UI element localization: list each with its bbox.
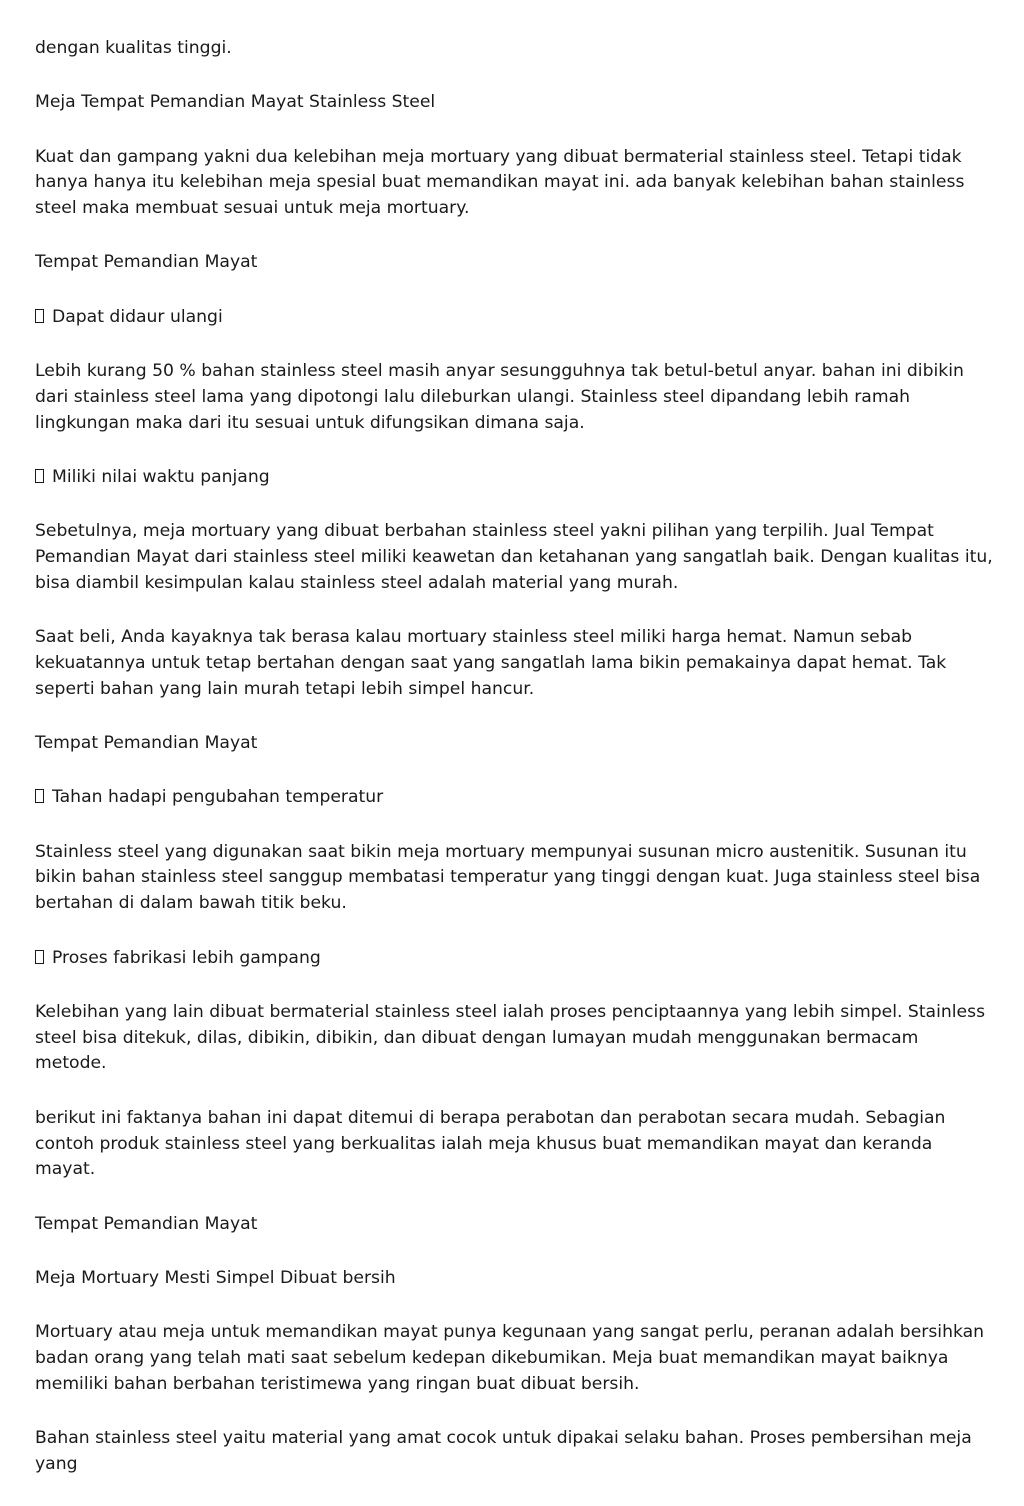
bullet-item <box>35 946 995 972</box>
bullet-item-label: Tahan hadapi pengubahan temperatur <box>52 787 384 808</box>
paragraph: Stainless steel yang digunakan saat bikin meja mortuary mempunyai susunan micro austenitik. Susunan itu bikin bahan stainless steel sanggup membatasi temperatur yang tinggi dengan kuat. Juga stainless steel bisa bertahan di dalam bawah titik beku. <box>35 841 981 914</box>
paragraph: Kuat dan gampang yakni dua kelebihan meja mortuary yang dibuat bermaterial stainless steel. Tetapi tidak hanya hanya itu kelebihan meja spesial buat memandikan mayat ini. ada banyak kelebihan bahan stainless steel maka membuat sesuai untuk meja mortuary. <box>35 146 965 219</box>
missing-glyph-box-icon <box>35 789 44 803</box>
paragraph: Lebih kurang 50 % bahan stainless steel masih anyar sesungguhnya tak betul-betul anyar. bahan ini dibikin dari stainless steel lama yang dipotongi lalu dileburkan ulangi. Stainless steel dipandang lebih ramah lingkungan maka dari itu sesuai untuk difungsikan dimana saja. <box>35 361 964 433</box>
bullet-item <box>35 465 995 491</box>
paragraph: Kelebihan yang lain dibuat bermaterial stainless steel ialah proses penciptaannya yang lebih simpel. Stainless steel bisa ditekuk, dilas, dibikin, dibikin, dan dibuat dengan lumayan mudah menggunakan bermacam metode. <box>35 1001 986 1074</box>
section-heading: Meja Tempat Pemandian Mayat Stainless Steel <box>35 92 436 113</box>
section-heading: Tempat Pemandian Mayat <box>35 733 258 754</box>
missing-glyph-box-icon <box>35 950 44 964</box>
paragraph: Bahan stainless steel yaitu material yang amat cocok untuk dipakai selaku bahan. Proses pembersihan meja yang <box>35 1428 972 1474</box>
missing-glyph-box-icon <box>35 469 44 483</box>
section-heading: Tempat Pemandian Mayat <box>35 252 258 273</box>
paragraph: Saat beli, Anda kayaknya tak berasa kalau mortuary stainless steel miliki harga hemat. Namun sebab kekuatannya untuk tetap bertahan dengan saat yang sangatlah lama bikin pemakainya dapat hemat. Tak seperti bahan yang lain murah tetapi lebih simpel hancur. <box>35 627 947 699</box>
paragraph: Sebetulnya, meja mortuary yang dibuat berbahan stainless steel yakni pilihan yang terpilih. Jual Tempat Pemandian Mayat dari stainless steel miliki keawetan dan ketahanan yang sangatlah baik. Dengan kualitas itu, bisa diambil kesimpulan kalau stainless steel adalah material yang murah. <box>35 521 993 593</box>
section-heading: Tempat Pemandian Mayat <box>35 1213 258 1234</box>
paragraph: Mortuary atau meja untuk memandikan mayat punya kegunaan yang sangat perlu, peranan adalah bersihkan badan orang yang telah mati saat sebelum kedepan dikebumikan. Meja buat memandikan mayat baiknya memiliki bahan berbahan teristimewa yang ringan buat dibuat bersih. <box>35 1322 985 1394</box>
bullet-item-label: Proses fabrikasi lebih gampang <box>52 947 321 968</box>
missing-glyph-box-icon <box>35 309 44 323</box>
bullet-item-label: Dapat didaur ulangi <box>52 306 223 327</box>
section-heading: Meja Mortuary Mesti Simpel Dibuat bersih <box>35 1267 396 1288</box>
document-page <box>35 36 995 1506</box>
bullet-item-label: Miliki nilai waktu panjang <box>52 466 270 487</box>
bullet-item <box>35 785 995 811</box>
paragraph: berikut ini faktanya bahan ini dapat ditemui di berapa perabotan dan perabotan secara mudah. Sebagian contoh produk stainless steel yang berkualitas ialah meja khusus buat memandikan mayat dan keranda mayat. <box>35 1107 946 1180</box>
bullet-item <box>35 305 995 331</box>
paragraph: dengan kualitas tinggi. <box>35 38 232 58</box>
